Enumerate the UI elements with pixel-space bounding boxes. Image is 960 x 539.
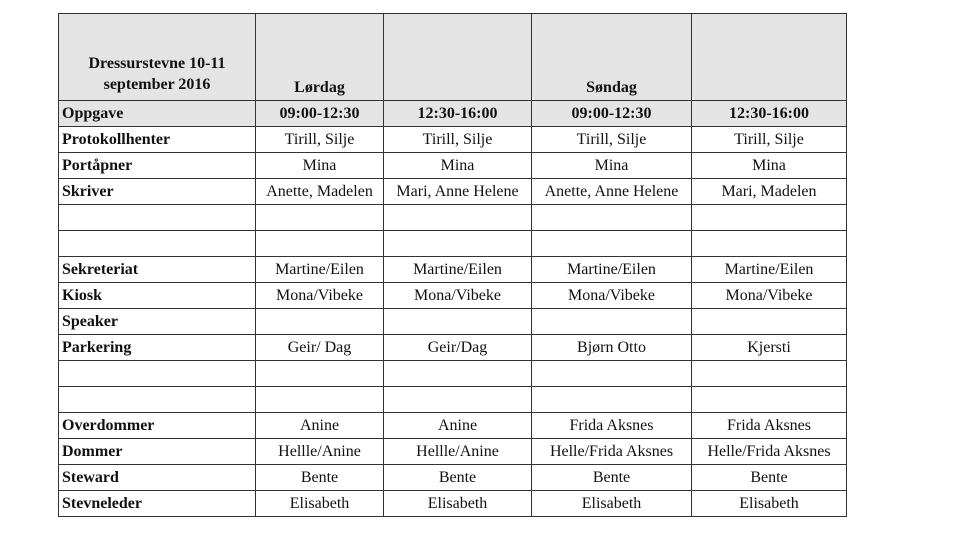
assignment-cell: Tirill, Silje <box>532 127 692 153</box>
assignment-cell: Mona/Vibeke <box>692 283 847 309</box>
assignment-cell <box>532 205 692 231</box>
assignment-cell: Hellle/Anine <box>384 439 532 465</box>
assignment-cell <box>384 387 532 413</box>
assignment-cell: Mona/Vibeke <box>532 283 692 309</box>
task-label: Overdommer <box>59 413 256 439</box>
assignment-cell <box>256 231 384 257</box>
table-row <box>59 127 847 153</box>
schedule-body <box>59 14 847 517</box>
task-label: Sekreteriat <box>59 257 256 283</box>
assignment-cell <box>384 205 532 231</box>
assignment-cell: Elisabeth <box>692 491 847 517</box>
assignment-cell <box>692 205 847 231</box>
assignment-cell: Mina <box>532 153 692 179</box>
assignment-cell: Bente <box>384 465 532 491</box>
assignment-cell: Bente <box>692 465 847 491</box>
day-cell <box>384 14 532 101</box>
assignment-cell <box>692 231 847 257</box>
assignment-cell: Helle/Frida Aksnes <box>692 439 847 465</box>
task-label <box>59 387 256 413</box>
time-slot-cell: 12:30-16:00 <box>692 101 847 127</box>
assignment-cell: Geir/Dag <box>384 335 532 361</box>
assignment-cell: Hellle/Anine <box>256 439 384 465</box>
assignment-cell: Frida Aksnes <box>692 413 847 439</box>
assignment-cell <box>692 309 847 335</box>
time-row <box>59 101 847 127</box>
event-title-line2: september 2016 <box>103 76 211 94</box>
task-label <box>59 231 256 257</box>
assignment-cell: Tirill, Silje <box>692 127 847 153</box>
table-row <box>59 283 847 309</box>
table-row <box>59 309 847 335</box>
assignment-cell <box>256 387 384 413</box>
day-cell <box>692 14 847 101</box>
assignment-cell <box>532 231 692 257</box>
table-row <box>59 413 847 439</box>
assignment-cell <box>256 309 384 335</box>
time-slot-cell: 09:00-12:30 <box>256 101 384 127</box>
assignment-cell: Martine/Eilen <box>692 257 847 283</box>
time-row-label: Oppgave <box>59 101 256 127</box>
table-row <box>59 335 847 361</box>
assignment-cell: Frida Aksnes <box>532 413 692 439</box>
assignment-cell: Helle/Frida Aksnes <box>532 439 692 465</box>
assignment-cell: Martine/Eilen <box>532 257 692 283</box>
assignment-cell <box>256 205 384 231</box>
day-cell: Lørdag <box>256 14 384 101</box>
schedule-table <box>58 13 847 517</box>
day-cell: Søndag <box>532 14 692 101</box>
task-label: Skriver <box>59 179 256 205</box>
table-row <box>59 439 847 465</box>
table-row <box>59 361 847 387</box>
task-label <box>59 361 256 387</box>
assignment-cell: Anette, Madelen <box>256 179 384 205</box>
table-row <box>59 205 847 231</box>
assignment-cell <box>384 231 532 257</box>
assignment-cell <box>532 309 692 335</box>
task-label: Kiosk <box>59 283 256 309</box>
table-row <box>59 231 847 257</box>
event-title-line1: Dressurstevne 10-11 <box>88 55 226 73</box>
assignment-cell: Mina <box>384 153 532 179</box>
header-row <box>59 14 847 101</box>
task-label <box>59 205 256 231</box>
task-label: Dommer <box>59 439 256 465</box>
assignment-cell: Bente <box>256 465 384 491</box>
assignment-cell: Mina <box>692 153 847 179</box>
table-row <box>59 179 847 205</box>
assignment-cell <box>384 309 532 335</box>
assignment-cell: Mina <box>256 153 384 179</box>
assignment-cell: Elisabeth <box>256 491 384 517</box>
assignment-cell <box>532 361 692 387</box>
table-row <box>59 153 847 179</box>
task-label: Portåpner <box>59 153 256 179</box>
task-label: Parkering <box>59 335 256 361</box>
time-slot-cell: 12:30-16:00 <box>384 101 532 127</box>
assignment-cell: Mona/Vibeke <box>384 283 532 309</box>
assignment-cell: Anine <box>256 413 384 439</box>
assignment-cell: Geir/ Dag <box>256 335 384 361</box>
assignment-cell: Mona/Vibeke <box>256 283 384 309</box>
assignment-cell: Tirill, Silje <box>384 127 532 153</box>
assignment-cell: Elisabeth <box>384 491 532 517</box>
time-slot-cell: 09:00-12:30 <box>532 101 692 127</box>
assignment-cell: Elisabeth <box>532 491 692 517</box>
assignment-cell: Anine <box>384 413 532 439</box>
assignment-cell: Mari, Anne Helene <box>384 179 532 205</box>
table-row <box>59 465 847 491</box>
assignment-cell: Martine/Eilen <box>256 257 384 283</box>
event-title-cell <box>59 14 256 101</box>
task-label: Speaker <box>59 309 256 335</box>
assignment-cell: Bjørn Otto <box>532 335 692 361</box>
assignment-cell: Martine/Eilen <box>384 257 532 283</box>
assignment-cell: Mari, Madelen <box>692 179 847 205</box>
assignment-cell: Kjersti <box>692 335 847 361</box>
assignment-cell <box>692 387 847 413</box>
task-label: Protokollhenter <box>59 127 256 153</box>
assignment-cell <box>384 361 532 387</box>
assignment-cell <box>532 387 692 413</box>
table-row <box>59 257 847 283</box>
task-label: Stevneleder <box>59 491 256 517</box>
assignment-cell: Tirill, Silje <box>256 127 384 153</box>
task-label: Steward <box>59 465 256 491</box>
table-row <box>59 387 847 413</box>
table-row <box>59 491 847 517</box>
assignment-cell <box>692 361 847 387</box>
assignment-cell: Anette, Anne Helene <box>532 179 692 205</box>
assignment-cell: Bente <box>532 465 692 491</box>
assignment-cell <box>256 361 384 387</box>
